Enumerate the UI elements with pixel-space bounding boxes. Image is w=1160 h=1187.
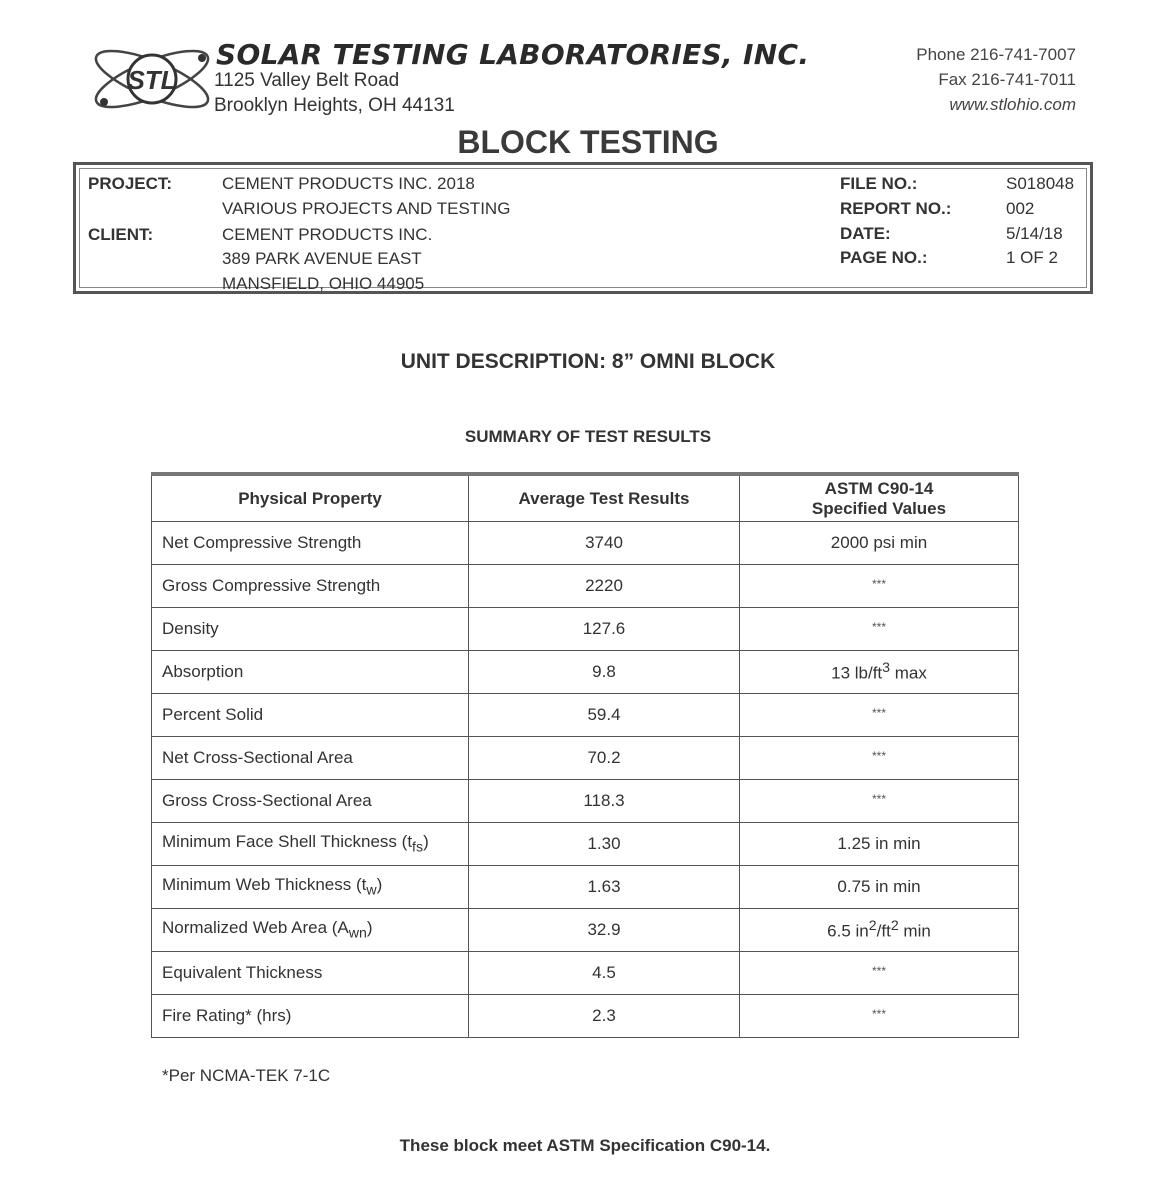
test-results-table: [151, 472, 1019, 1038]
result-cell: 127.6: [469, 608, 740, 651]
property-cell: Net Cross-Sectional Area: [152, 737, 469, 780]
spec-cell: [740, 565, 1019, 608]
page-no-value: 1 OF 2: [1006, 248, 1058, 267]
table-row: [152, 909, 1019, 952]
client-label: CLIENT:: [88, 225, 154, 244]
not-specified-mark: ***: [871, 706, 886, 720]
not-specified-mark: ***: [871, 620, 886, 634]
spec-superscript: 3: [882, 660, 891, 677]
spec-cell: [740, 608, 1019, 651]
not-specified-mark: ***: [871, 964, 886, 978]
spec-cell: [740, 737, 1019, 780]
company-logo: [86, 38, 218, 120]
property-cell: Gross Cross-Sectional Area: [152, 780, 469, 823]
spec-superscript: 2: [868, 918, 877, 935]
result-cell: 70.2: [469, 737, 740, 780]
table-row: [152, 780, 1019, 823]
table-row: [152, 952, 1019, 995]
client-line-2: 389 PARK AVENUE EAST: [222, 249, 422, 268]
property-text: Minimum Face Shell Thickness (t: [162, 832, 413, 852]
not-specified-mark: ***: [871, 577, 886, 591]
table-row: [152, 694, 1019, 737]
table-row: [152, 995, 1019, 1038]
table-header-row: [152, 474, 1019, 522]
date-value: 5/14/18: [1006, 224, 1063, 243]
property-text-suffix: ): [366, 918, 373, 938]
result-cell: 3740: [469, 522, 740, 565]
col-header-spec-line-2: Specified Values: [811, 498, 947, 518]
spec-cell: 0.75 in min: [740, 866, 1019, 909]
project-line-2: VARIOUS PROJECTS AND TESTING: [222, 199, 511, 218]
atom-logo-icon: [86, 38, 218, 120]
unit-description: UNIT DESCRIPTION: 8” OMNI BLOCK: [400, 350, 776, 373]
table-row: [152, 823, 1019, 866]
property-subscript: w: [366, 882, 377, 899]
not-specified-mark: ***: [871, 1007, 886, 1021]
spec-text: 13 lb/ft: [831, 663, 883, 683]
property-cell: Percent Solid: [152, 694, 469, 737]
summary-title: SUMMARY OF TEST RESULTS: [464, 427, 712, 446]
spec-text-suffix: max: [890, 663, 927, 683]
result-cell: 4.5: [469, 952, 740, 995]
spec-superscript-2: 2: [890, 918, 899, 935]
report-no-value: 002: [1006, 199, 1035, 218]
result-cell: 1.30: [469, 823, 740, 866]
property-subscript: fs: [412, 839, 424, 856]
property-subscript: wn: [348, 925, 367, 942]
property-cell: Net Compressive Strength: [152, 522, 469, 565]
property-cell: Gross Compressive Strength: [152, 565, 469, 608]
footnote: *Per NCMA-TEK 7-1C: [162, 1066, 331, 1085]
address-line-2: Brooklyn Heights, OH 44131: [214, 95, 455, 116]
property-text: Minimum Web Thickness (t: [162, 875, 367, 895]
result-cell: 59.4: [469, 694, 740, 737]
fax-number: Fax 216-741-7011: [938, 70, 1076, 89]
table-row: [152, 651, 1019, 694]
property-text-suffix: ): [376, 875, 383, 895]
property-cell: Equivalent Thickness: [152, 952, 469, 995]
table-row: [152, 737, 1019, 780]
spec-cell: [740, 780, 1019, 823]
file-no-value: S018048: [1006, 174, 1075, 193]
page-no-label: PAGE NO.:: [840, 248, 928, 267]
property-text: Normalized Web Area (A: [162, 918, 349, 938]
property-cell: [152, 823, 469, 866]
not-specified-mark: ***: [871, 749, 886, 763]
table-row: [152, 522, 1019, 565]
spec-cell: [740, 909, 1019, 952]
spec-cell: [740, 694, 1019, 737]
property-cell: [152, 909, 469, 952]
company-name: SOLAR TESTING LABORATORIES, INC.: [216, 38, 810, 71]
table-row: [152, 608, 1019, 651]
file-no-label: FILE NO.:: [840, 174, 918, 193]
col-header-spec: [740, 474, 1019, 522]
result-cell: 118.3: [469, 780, 740, 823]
date-label: DATE:: [840, 224, 891, 243]
project-line-1: CEMENT PRODUCTS INC. 2018: [222, 174, 475, 193]
property-text-suffix: ): [423, 832, 429, 852]
spec-text: 6.5 in: [827, 921, 869, 941]
logo-text: STL: [127, 65, 177, 95]
spec-cell: [740, 651, 1019, 694]
col-header-spec-line-1: ASTM C90-14: [824, 478, 934, 498]
table-row: [152, 565, 1019, 608]
result-cell: 2220: [469, 565, 740, 608]
spec-text-mid: /ft: [876, 921, 891, 941]
result-cell: 1.63: [469, 866, 740, 909]
document-title: BLOCK TESTING: [457, 124, 719, 160]
client-line-3: MANSFIELD, OHIO 44905: [222, 274, 425, 293]
spec-text-suffix: min: [898, 921, 931, 941]
project-label: PROJECT:: [88, 174, 173, 193]
spec-cell: 2000 psi min: [740, 522, 1019, 565]
address-line-1: 1125 Valley Belt Road: [214, 70, 400, 91]
website-link[interactable]: www.stlohio.com: [949, 95, 1076, 114]
spec-cell: 1.25 in min: [740, 823, 1019, 866]
property-cell: Absorption: [152, 651, 469, 694]
property-cell: Density: [152, 608, 469, 651]
conclusion-statement: These block meet ASTM Specification C90-14.: [399, 1136, 771, 1155]
table-row: [152, 866, 1019, 909]
phone-number: Phone 216-741-7007: [916, 45, 1076, 64]
property-cell: Fire Rating* (hrs): [152, 995, 469, 1038]
spec-cell: [740, 995, 1019, 1038]
client-line-1: CEMENT PRODUCTS INC.: [222, 225, 433, 244]
property-cell: [152, 866, 469, 909]
result-cell: 2.3: [469, 995, 740, 1038]
col-header-results: Average Test Results: [469, 474, 740, 522]
result-cell: 9.8: [469, 651, 740, 694]
col-header-property: Physical Property: [152, 474, 469, 522]
report-no-label: REPORT NO.:: [840, 199, 952, 218]
not-specified-mark: ***: [871, 792, 886, 806]
spec-cell: [740, 952, 1019, 995]
result-cell: 32.9: [469, 909, 740, 952]
